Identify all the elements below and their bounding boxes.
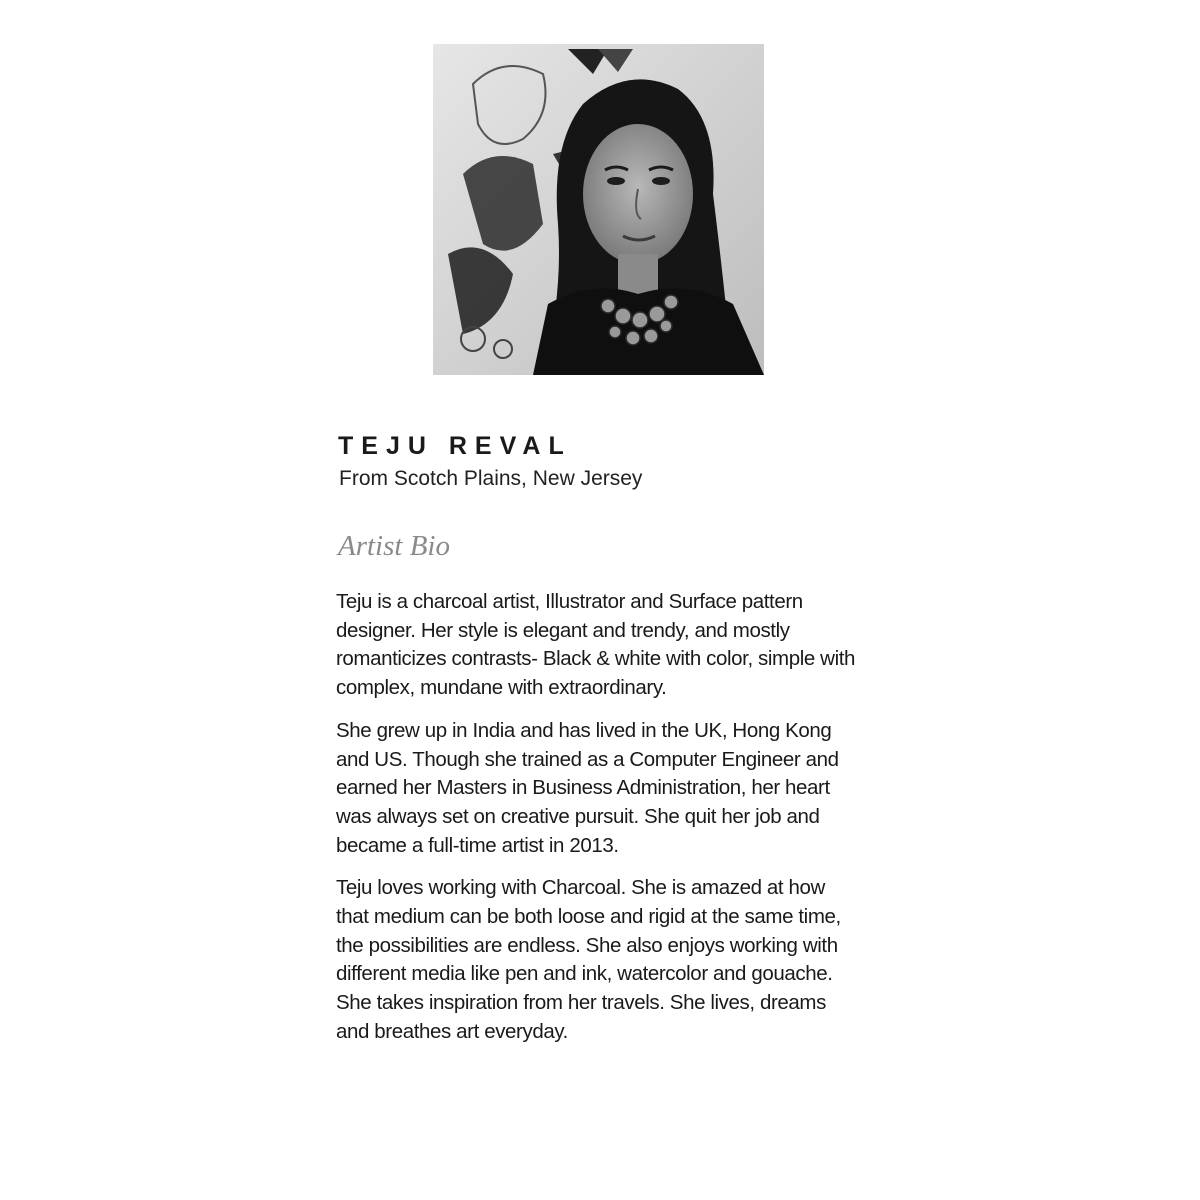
- portrait-illustration: [433, 44, 764, 375]
- section-title-artist-bio: Artist Bio: [338, 530, 450, 562]
- bio-paragraph: Teju is a charcoal artist, Illustrator and Surface pattern designer. Her style is elegant and trendy, and mostly romanticizes contrasts- Black & white with color, simple with complex, mundane with extraordinary.: [336, 590, 856, 700]
- bio-text: [336, 588, 856, 1061]
- artist-portrait-photo: [433, 44, 764, 375]
- bio-paragraph: Teju loves working with Charcoal. She is amazed at how that medium can be both loose and rigid at the same time, the possibilities are endless. She also enjoys working with different media like pen and ink, watercolor and gouache. She takes inspiration from her travels. She lives, dreams and breathes art everyday.: [336, 876, 841, 1043]
- artist-name: TEJU REVAL: [338, 432, 572, 460]
- bio-paragraph: She grew up in India and has lived in the UK, Hong Kong and US. Though she trained as a Computer Engineer and earned her Masters in Business Administration, her heart was always set on creative pursuit. She quit her job and became a full-time artist in 2013.: [336, 718, 839, 857]
- artist-location: From Scotch Plains, New Jersey: [339, 467, 643, 490]
